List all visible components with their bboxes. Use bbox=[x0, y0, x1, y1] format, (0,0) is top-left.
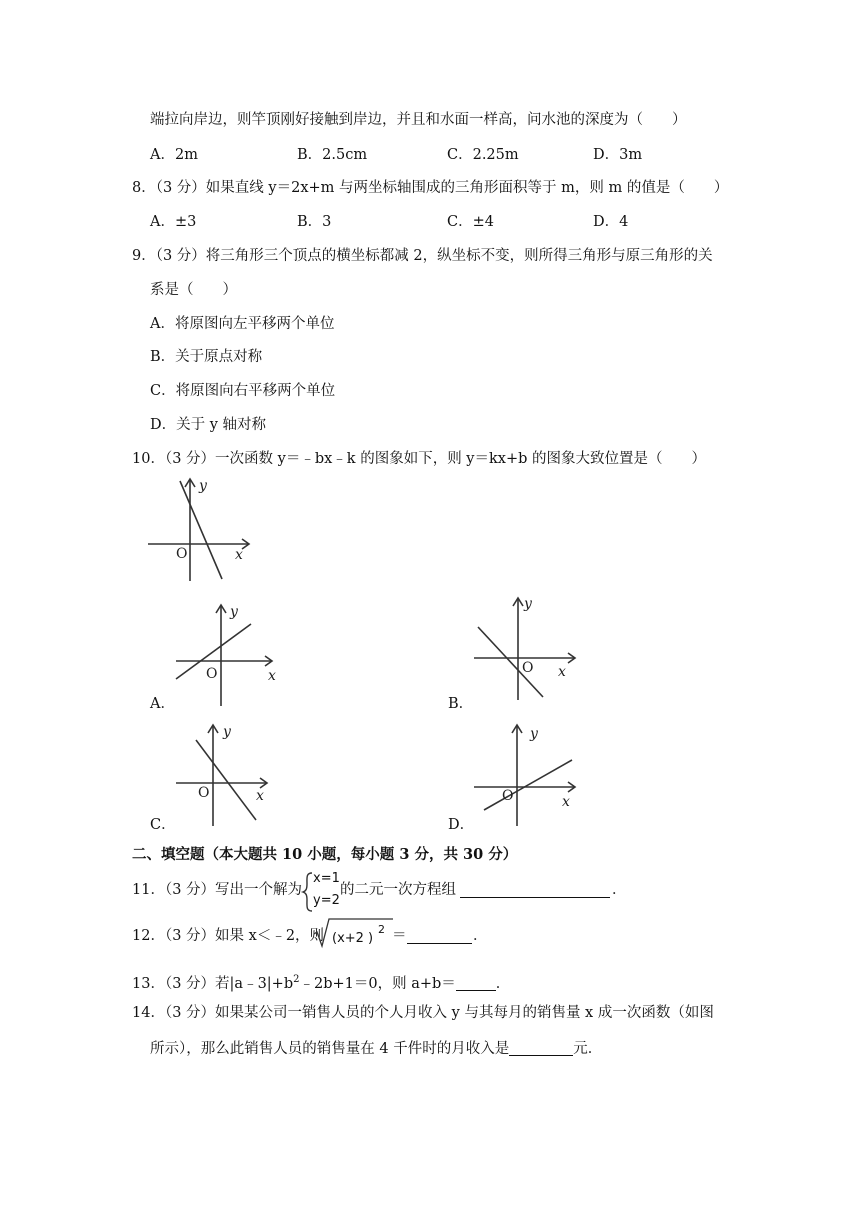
origin-label: O bbox=[206, 666, 218, 682]
q13-superscript: 2 bbox=[293, 974, 300, 985]
q8-option-c[interactable]: C．±4 bbox=[447, 214, 494, 230]
q14-answer-blank[interactable] bbox=[509, 1039, 573, 1056]
q7-option-b[interactable]: B．2.5cm bbox=[297, 147, 368, 163]
q9-option-d[interactable]: D．关于 y 轴对称 bbox=[150, 417, 267, 433]
q8-option-d[interactable]: D．4 bbox=[593, 214, 629, 230]
q9-option-c[interactable]: C．将原图向右平移两个单位 bbox=[150, 383, 336, 399]
q10-stem: 10．（3 分）一次函数 y＝﹣bx﹣k 的图象如下，则 y＝kx+b 的图象大致位置是（ ） bbox=[132, 451, 706, 467]
q14-line1: 14．（3 分）如果某公司一销售人员的个人月收入 y 与其每月的销售量 x 成一次函数（如图 bbox=[132, 1005, 714, 1021]
q11-prefix: 11．（3 分）写出一个解为 bbox=[132, 882, 303, 898]
q7-option-c[interactable]: C．2.25m bbox=[447, 147, 519, 163]
y-axis-label: y bbox=[524, 596, 532, 612]
q10-option-d-label[interactable]: D． bbox=[448, 817, 475, 833]
y-axis-label: y bbox=[230, 604, 238, 620]
q12-suffix: ＝ bbox=[392, 928, 407, 944]
q13-prefix: 13．（3 分）若|a﹣3|+b bbox=[132, 975, 294, 992]
q12-exponent: 2 bbox=[378, 923, 385, 936]
x-axis-label: x bbox=[558, 664, 566, 680]
q9-stem-line2: 系是（ ） bbox=[150, 282, 237, 298]
q10-graph-b[interactable] bbox=[468, 592, 588, 702]
q13-answer-blank[interactable] bbox=[456, 974, 496, 991]
y-axis-label: y bbox=[530, 726, 538, 742]
q9-stem-line1: 9．（3 分）将三角形三个顶点的横坐标都减 2，纵坐标不变，则所得三角形与原三角形的关 bbox=[132, 248, 713, 264]
q8-stem: 8．（3 分）如果直线 y＝2x+m 与两坐标轴围成的三角形面积等于 m，则 m 的值是（ ） bbox=[132, 180, 729, 196]
x-axis-label: x bbox=[235, 547, 243, 563]
q11-suffix: 的二元一次方程组 bbox=[340, 882, 456, 898]
q10-option-c-label[interactable]: C． bbox=[150, 817, 176, 833]
q9-option-b[interactable]: B．关于原点对称 bbox=[150, 349, 263, 365]
q13-stem bbox=[132, 970, 510, 994]
x-axis-label: x bbox=[256, 788, 264, 804]
q7-option-a[interactable]: A．2m bbox=[150, 147, 198, 163]
section2-title: 二、填空题（本大题共 10 小题，每小题 3 分，共 30 分） bbox=[132, 846, 518, 863]
x-axis-label: x bbox=[268, 668, 276, 684]
y-axis-label: y bbox=[223, 724, 231, 740]
q12-prefix: 12．（3 分）如果 x＜﹣2，则 bbox=[132, 928, 325, 944]
q8-option-b[interactable]: B．3 bbox=[297, 214, 332, 230]
origin-label: O bbox=[198, 785, 210, 801]
origin-label: O bbox=[176, 546, 188, 562]
q8-option-a[interactable]: A．±3 bbox=[150, 214, 197, 230]
q10-given-graph bbox=[140, 475, 260, 585]
q9-option-a[interactable]: A．将原图向左平移两个单位 bbox=[150, 316, 335, 332]
q10-graph-a[interactable] bbox=[168, 598, 288, 708]
q12-answer-blank[interactable] bbox=[407, 927, 472, 944]
q11-end: ． bbox=[612, 882, 627, 898]
q10-graph-c[interactable] bbox=[168, 718, 288, 828]
q10-graph-d[interactable] bbox=[468, 718, 588, 828]
origin-label: O bbox=[522, 660, 534, 676]
q11-eq1: x=1 bbox=[313, 871, 340, 886]
q7-option-d[interactable]: D．3m bbox=[593, 147, 643, 163]
q13-end: ． bbox=[495, 975, 511, 992]
origin-label: O bbox=[502, 788, 514, 804]
q11-eq2: y=2 bbox=[313, 893, 340, 908]
q13-mid: ﹣2b+1＝0，则 a+b＝ bbox=[299, 975, 456, 992]
q10-option-b-label[interactable]: B． bbox=[448, 696, 474, 712]
q11-answer-blank[interactable] bbox=[460, 881, 610, 898]
q12-radicand: (x+2 ) bbox=[332, 931, 374, 946]
q14-line2 bbox=[150, 1039, 602, 1059]
y-axis-label: y bbox=[199, 478, 207, 494]
q14-line2-end: 元． bbox=[573, 1041, 603, 1057]
x-axis-label: x bbox=[562, 794, 570, 810]
q12-end: ． bbox=[473, 928, 488, 944]
q14-line2-prefix: 所示），那么此销售人员的销售量在 4 千件时的月收入是 bbox=[150, 1041, 510, 1057]
q10-option-a-label[interactable]: A． bbox=[150, 696, 175, 712]
q7-continuation: 端拉向岸边，则竿顶刚好接触到岸边，并且和水面一样高，问水池的深度为（ ） bbox=[150, 112, 687, 128]
